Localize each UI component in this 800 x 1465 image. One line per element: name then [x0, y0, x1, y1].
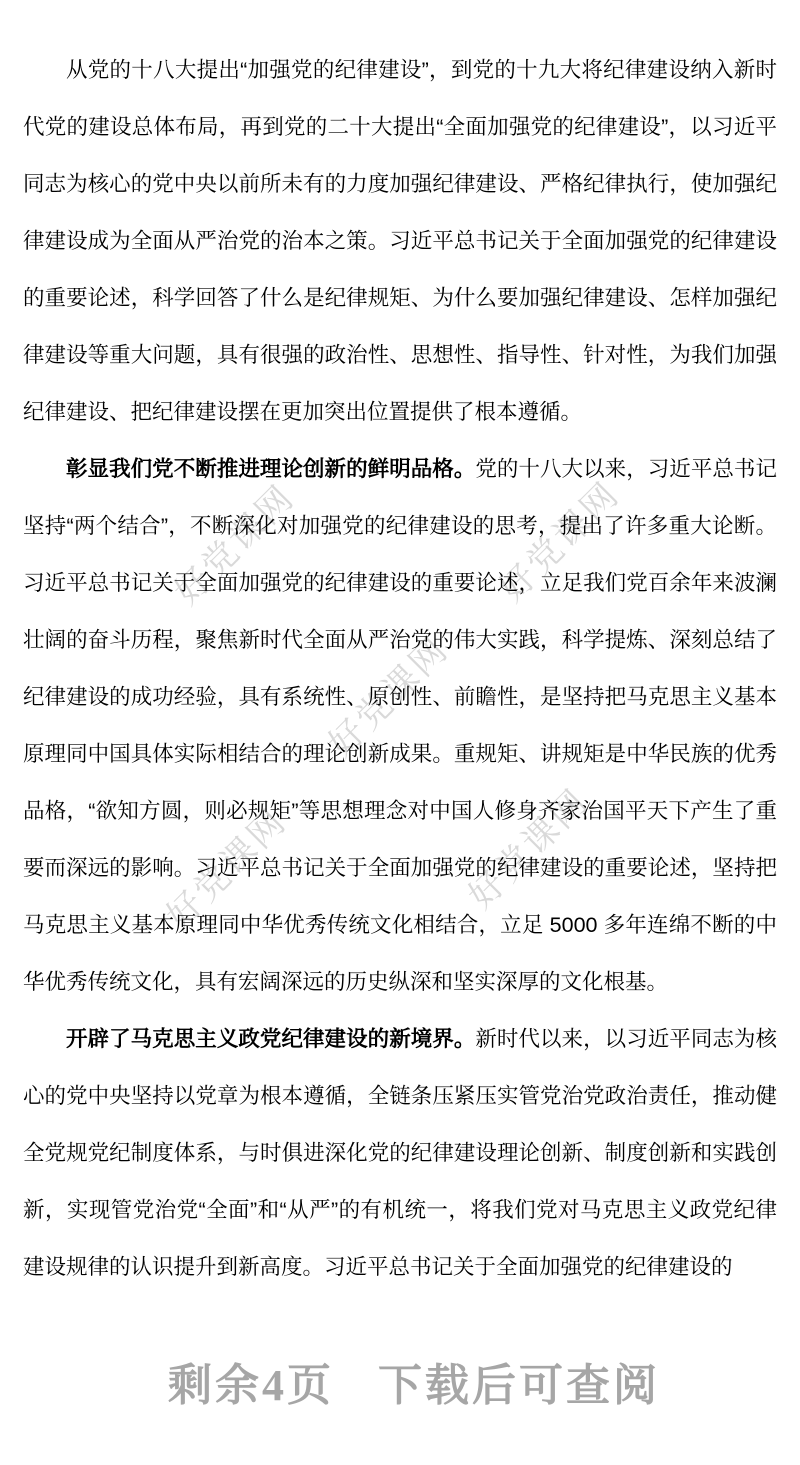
paragraph-1	[23, 42, 777, 441]
remaining-pages-label: 剩余4页	[168, 1361, 334, 1410]
watermark-text: 好党课网	[461, 781, 597, 917]
paragraph-2-lead: 彰显我们党不断推进理论创新的鲜明品格。	[66, 457, 476, 481]
paragraph-2-text: 党的十八大以来，习近平总书记坚持“两个结合”，不断深化对加强党的纪律建设的思考，提出了许多重大论断。习近平总书记关于全面加强党的纪律建设的重要论述，立足我们党百余年来波澜壮阔的奋斗历程，聚焦新时代全面从严治党的伟大实践，科学提炼、深刻总结了纪律建设的成功经验，具有系统性、原创性、前瞻性，是坚持把马克思主义基本原理同中国具体实际相结合的理论创新成果。重规矩、讲规矩是中华民族的优秀品格，“欲知方圆，则必规矩”等思想理念对中国人修身齐家治国平天下产生了重要而深远的影响。习近平总书记关于全面加强党的纪律建设的重要论述，坚持把马克思主义基本原理同中华优秀传统文化相结合，立足 5000 多年连绵不断的中华优秀传统文化，具有宏阔深远的历史纵深和坚实深厚的文化根基。	[23, 457, 777, 994]
download-hint-label: 下载后可查阅	[378, 1361, 660, 1410]
watermark-text: 好党课网	[159, 801, 295, 937]
paragraph-3	[23, 1011, 777, 1296]
paragraph-1-text: 从党的十八大提出“加强党的纪律建设”，到党的十九大将纪律建设纳入新时代党的建设总体布局，再到党的二十大提出“全面加强党的纪律建设”，以习近平同志为核心的党中央以前所未有的力度加强纪律建设、严格纪律执行，使加强纪律建设成为全面从严治党的治本之策。习近平总书记关于全面加强党的纪律建设的重要论述，科学回答了什么是纪律规矩、为什么要加强纪律建设、怎样加强纪律建设等重大问题，具有很强的政治性、思想性、指导性、针对性，为我们加强纪律建设、把纪律建设摆在更加突出位置提供了根本遵循。	[23, 58, 777, 424]
watermark-text: 好党课网	[167, 477, 303, 613]
watermark-text: 好党课网	[492, 474, 628, 610]
watermark-text: 好党课网	[321, 629, 457, 765]
remaining-pages-notice	[14, 1361, 800, 1411]
paragraph-3-text: 新时代以来，以习近平同志为核心的党中央坚持以党章为根本遵循，全链条压紧压实管党治党政治责任，推动健全党规党纪制度体系，与时俱进深化党的纪律建设理论创新、制度创新和实践创新，实现管党治党“全面”和“从严”的有机统一，将我们党对马克思主义政党纪律建设规律的认识提升到新高度。习近平总书记关于全面加强党的纪律建设的	[23, 1027, 777, 1279]
paragraph-3-lead: 开辟了马克思主义政党纪律建设的新境界。	[66, 1027, 476, 1051]
paragraph-2	[23, 441, 777, 1011]
